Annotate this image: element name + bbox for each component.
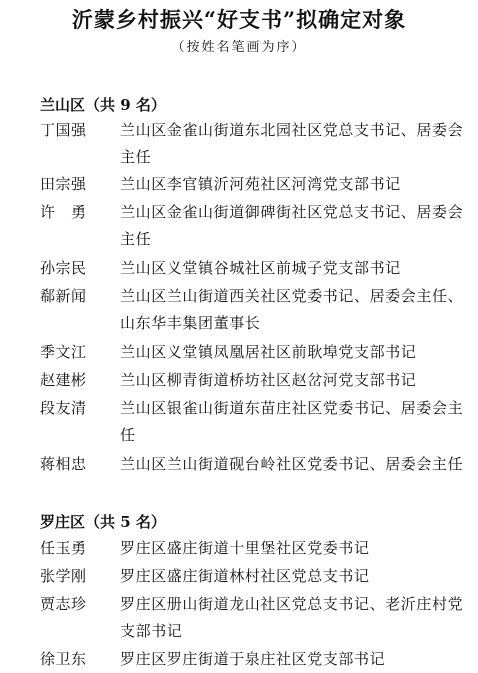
entry-role: 罗庄区罗庄街道于泉庄社区党支部书记: [120, 650, 386, 668]
entry-name: 贾志珍: [40, 595, 87, 613]
entry-name: 段友清: [40, 399, 87, 417]
entry-role: 兰山区柳青街道桥坊社区赵岔河党支部书记: [120, 371, 417, 389]
entry-role: 兰山区金雀山街道御碑街社区党总支书记、居委会主任: [120, 203, 464, 248]
entry-role: 兰山区银雀山街道东苗庄社区党委书记、居委会主任: [120, 399, 464, 444]
entry-role: 兰山区李官镇沂河苑社区河湾党支部书记: [120, 175, 401, 193]
entry-name: 季文江: [40, 343, 87, 361]
entry-name: 田宗强: [40, 175, 87, 193]
section-heading-lanshan: 兰山区（共 9 名）: [40, 96, 166, 114]
entry-name: 徐卫东: [40, 650, 87, 668]
entry-name: 赵建彬: [40, 371, 87, 389]
entry-name: 张学刚: [40, 567, 87, 585]
section-heading-luozhuang: 罗庄区（共 5 名）: [40, 513, 166, 531]
entry-name: 郗新闻: [40, 287, 87, 305]
entry-role: 兰山区兰山街道砚台岭社区党委书记、居委会主任: [120, 455, 464, 473]
entry-name: 丁国强: [40, 121, 87, 139]
entry-role: 兰山区义堂镇凤凰居社区前耿埠党支部书记: [120, 343, 417, 361]
entry-name: 任玉勇: [40, 539, 87, 557]
entry-role: 罗庄区盛庄街道十里堡社区党委书记: [120, 539, 370, 557]
entry-name: 孙宗民: [40, 259, 87, 277]
entry-role: 兰山区金雀山街道东北园社区党总支书记、居委会主任: [120, 121, 464, 166]
entry-role: 罗庄区盛庄街道林村社区党总支书记: [120, 567, 370, 585]
entry-role: 兰山区义堂镇谷城社区前城子党支部书记: [120, 259, 401, 277]
entry-name: 蒋相忠: [40, 455, 87, 473]
document-subtitle: （按姓名笔画为序）: [171, 40, 307, 55]
document-title: 沂蒙乡村振兴“好支书”拟确定对象: [71, 7, 407, 32]
entry-role: 罗庄区册山街道龙山社区党总支书记、老沂庄村党支部书记: [120, 595, 464, 640]
entry-role: 兰山区兰山街道西关社区党委书记、居委会主任、山东华丰集团董事长: [120, 287, 464, 332]
entry-name: 许 勇: [40, 203, 87, 221]
